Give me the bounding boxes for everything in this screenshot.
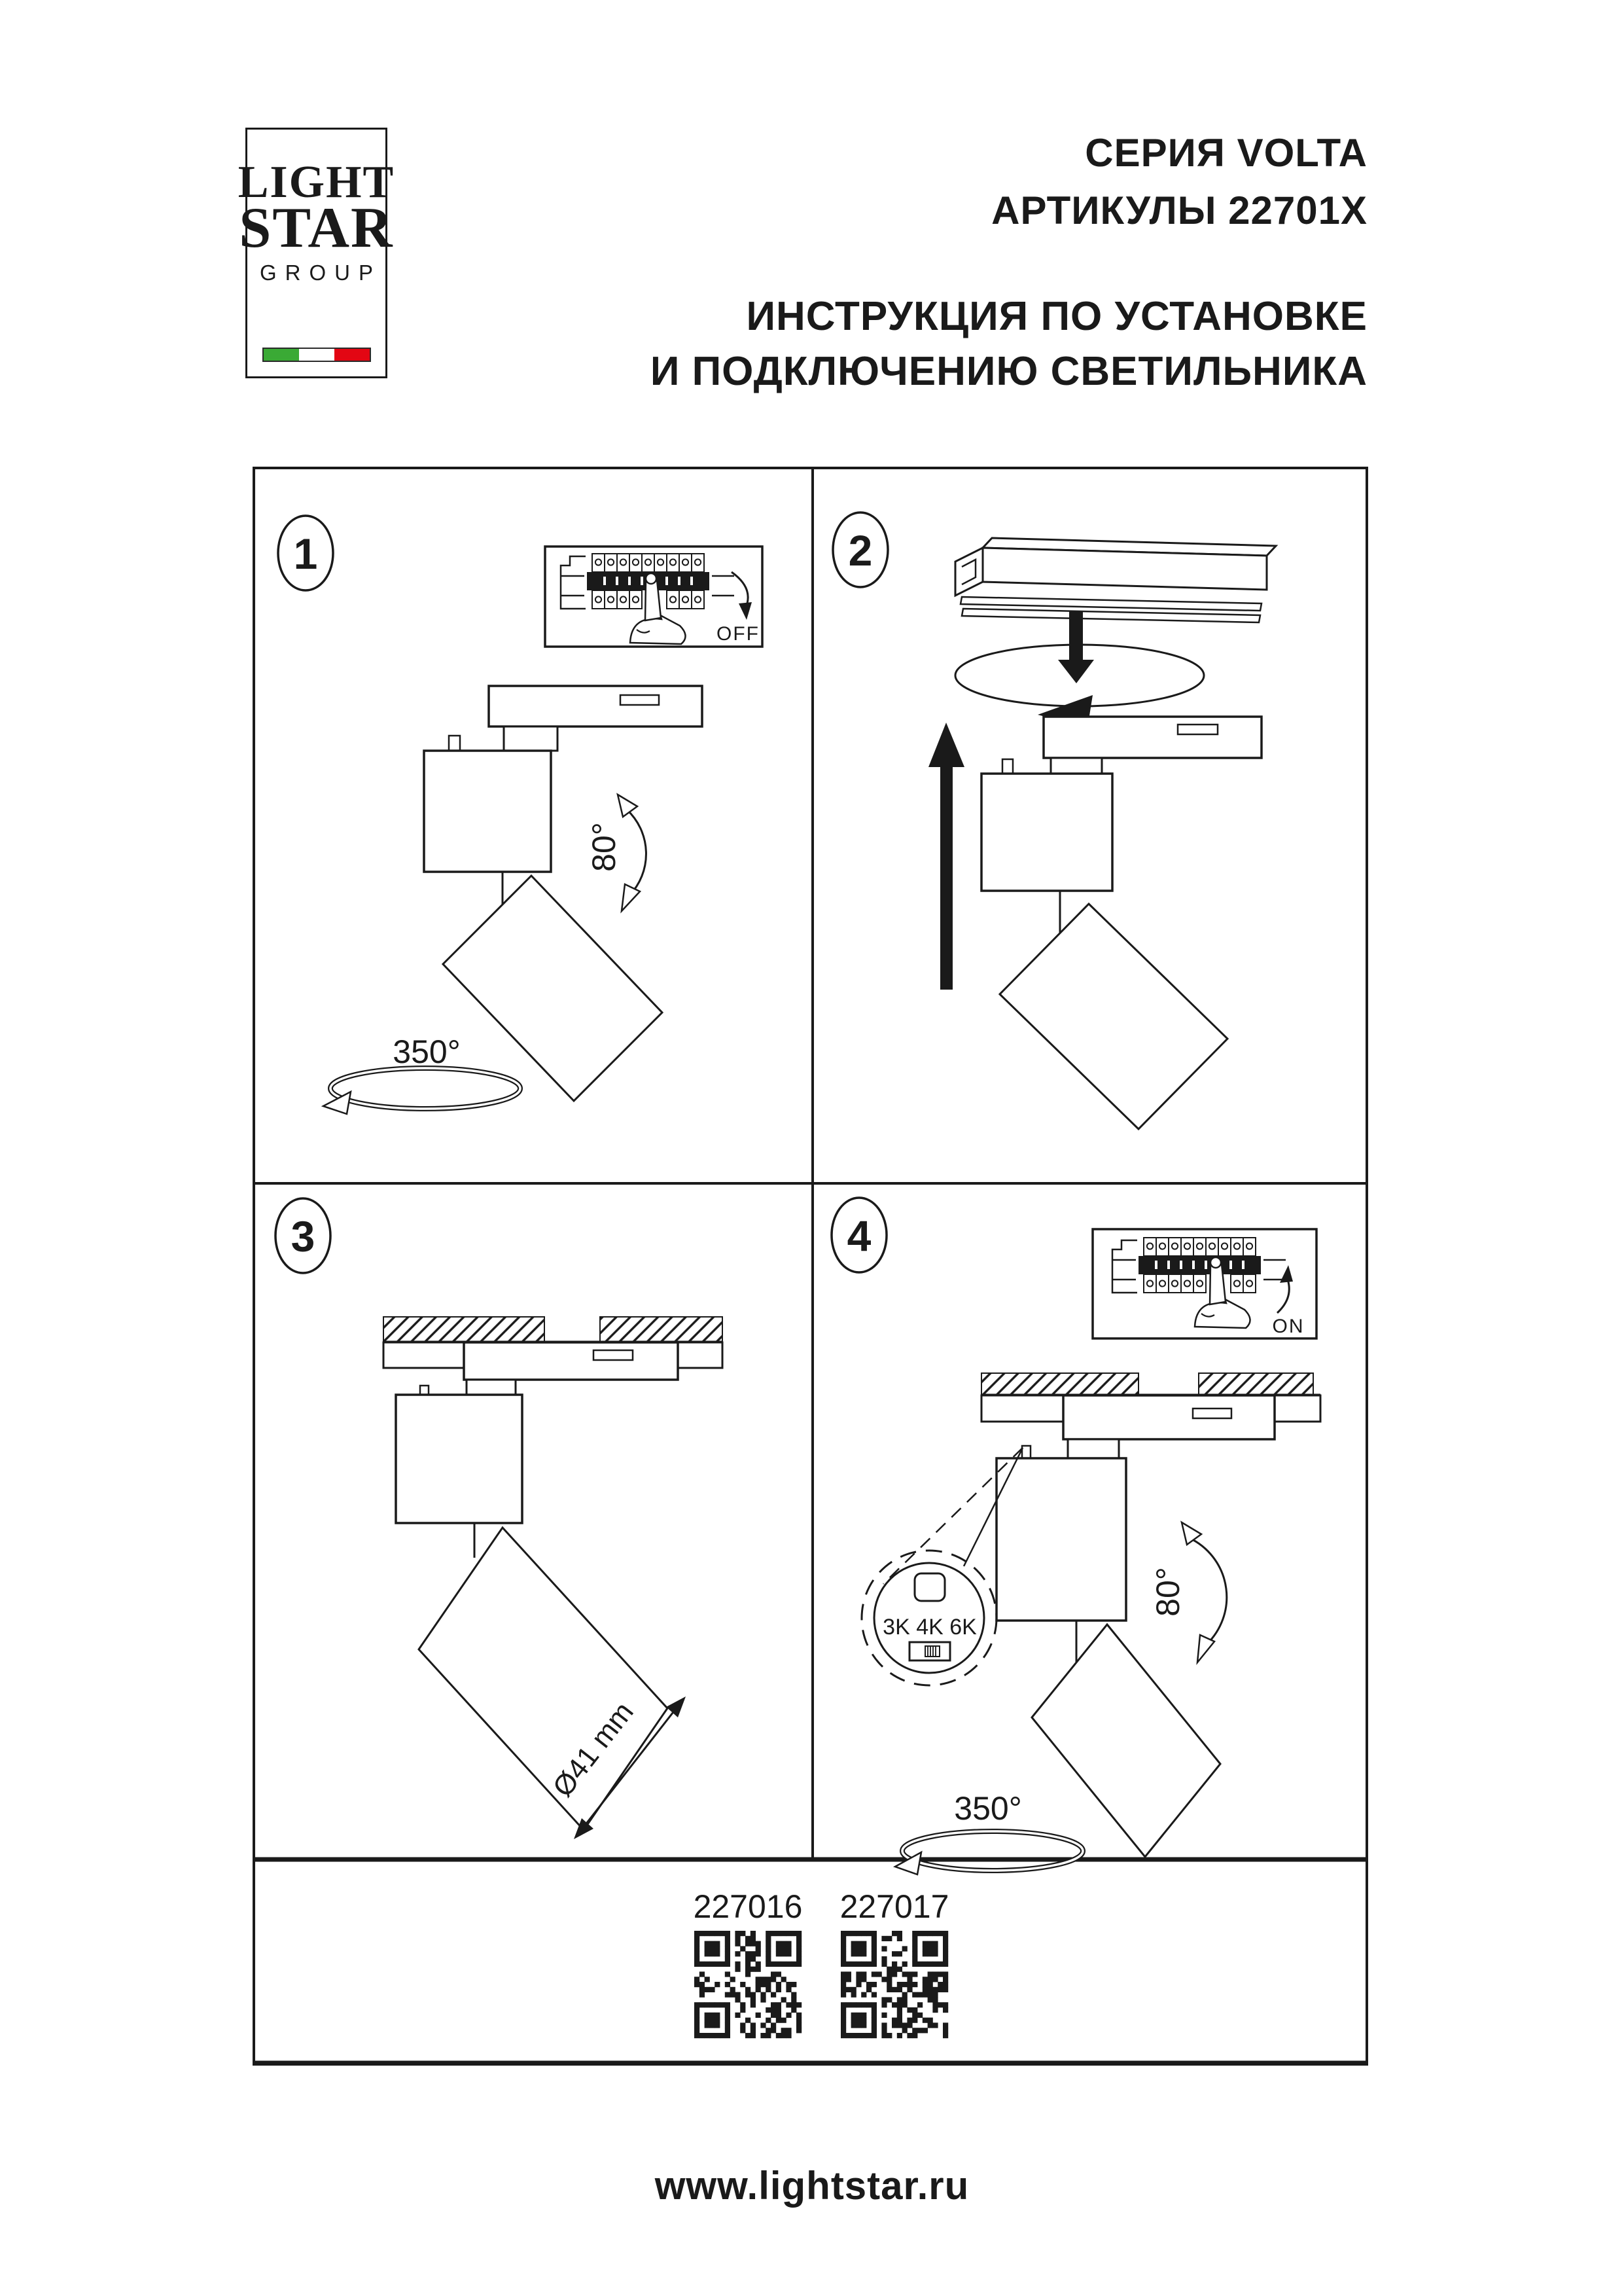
ceiling-hatch-right xyxy=(1199,1373,1313,1395)
lamp-head xyxy=(443,876,662,1101)
qr-section xyxy=(694,1888,949,2038)
document-title xyxy=(650,124,1368,399)
article-number-1: 227016 xyxy=(693,1888,803,1925)
panel-step-2 xyxy=(833,512,1276,1129)
ceiling-hatch-right xyxy=(600,1317,722,1342)
article-number-2: 227017 xyxy=(839,1888,949,1925)
on-label: ON xyxy=(1272,1316,1305,1337)
tilt-arc xyxy=(1190,1538,1227,1647)
step-number: 4 xyxy=(847,1211,872,1260)
fixture-body xyxy=(997,1458,1126,1621)
fixture-neck xyxy=(467,1380,516,1395)
rotate-angle-label: 350° xyxy=(954,1790,1022,1827)
diameter-label: Ø41 mm xyxy=(546,1696,640,1803)
ceiling-hatch-left xyxy=(383,1317,544,1342)
flag-white xyxy=(299,349,334,361)
fixture-pin xyxy=(1022,1446,1031,1458)
tilt-arrowhead-bottom xyxy=(622,884,640,911)
series-title: СЕРИЯ VOLTA xyxy=(1085,131,1368,175)
lightstar-logo xyxy=(238,128,395,378)
track-bar xyxy=(489,686,702,726)
lamp-head xyxy=(1000,904,1227,1129)
off-label: OFF xyxy=(716,623,760,645)
logo-word-light: LIGHT xyxy=(238,157,395,207)
fixture-pin xyxy=(449,736,460,751)
lamp-head xyxy=(419,1528,667,1830)
track-adapter xyxy=(464,1342,678,1380)
track-left-block xyxy=(981,1395,1063,1422)
diameter-arrowhead-top xyxy=(666,1696,686,1717)
fixture-neck xyxy=(1068,1439,1119,1458)
track-left-block xyxy=(383,1342,464,1368)
track-rail-3d xyxy=(955,538,1276,622)
tilt-angle-label: 80° xyxy=(1150,1567,1186,1617)
track-right-block xyxy=(678,1342,722,1368)
articles-title: АРТИКУЛЫ 22701X xyxy=(991,188,1368,232)
fixture-pin xyxy=(1002,759,1013,774)
website-url: www.lightstar.ru xyxy=(654,2164,970,2208)
track-slot xyxy=(620,695,659,705)
rotate-angle-label: 350° xyxy=(393,1033,461,1070)
track-slot xyxy=(1178,725,1218,734)
qr-code-227016 xyxy=(694,1931,802,2038)
track-slot xyxy=(1193,1408,1231,1418)
fixture-body xyxy=(424,751,551,872)
tilt-arc xyxy=(627,810,646,895)
track-adapter xyxy=(504,726,557,751)
insert-arrow-down xyxy=(1058,611,1094,683)
fixture-pin xyxy=(420,1386,429,1395)
track-adapter xyxy=(1063,1395,1275,1439)
flag-green xyxy=(264,349,299,361)
logo-word-group: GROUP xyxy=(259,260,381,285)
step-number: 3 xyxy=(291,1212,315,1261)
color-temp-label: 3K 4K 6K xyxy=(883,1615,977,1640)
instruction-diagram-grid xyxy=(252,466,1369,2067)
track-adapter xyxy=(1051,758,1102,775)
instruction-title-line1: ИНСТРУКЦИЯ ПО УСТАНОВКЕ xyxy=(746,294,1368,339)
tilt-arrowhead-top xyxy=(1182,1522,1201,1545)
logo-word-star: STAR xyxy=(239,196,394,260)
track-slot xyxy=(593,1350,633,1360)
qr-code-227017 xyxy=(841,1931,948,2038)
step-number: 1 xyxy=(293,529,318,578)
fixture-body xyxy=(981,774,1112,891)
panel-step-3 xyxy=(275,1198,722,1839)
italian-flag-bar xyxy=(262,348,371,362)
panel-step-4 xyxy=(832,1198,1320,1874)
remove-arrow-up xyxy=(928,723,964,990)
ceiling-hatch-left xyxy=(981,1373,1139,1395)
step-number: 2 xyxy=(848,526,873,575)
panel-step-1 xyxy=(278,516,762,1114)
track-right-block xyxy=(1275,1395,1320,1422)
instruction-title-line2: И ПОДКЛЮЧЕНИЮ СВЕТИЛЬНИКА xyxy=(650,349,1368,394)
lamp-head xyxy=(1032,1624,1220,1857)
mode-button xyxy=(915,1573,945,1601)
flag-red xyxy=(334,349,370,361)
tilt-arrowhead-top xyxy=(618,795,637,817)
track-bar xyxy=(1044,717,1262,758)
tilt-angle-label: 80° xyxy=(586,822,622,872)
fixture-body xyxy=(396,1395,522,1523)
